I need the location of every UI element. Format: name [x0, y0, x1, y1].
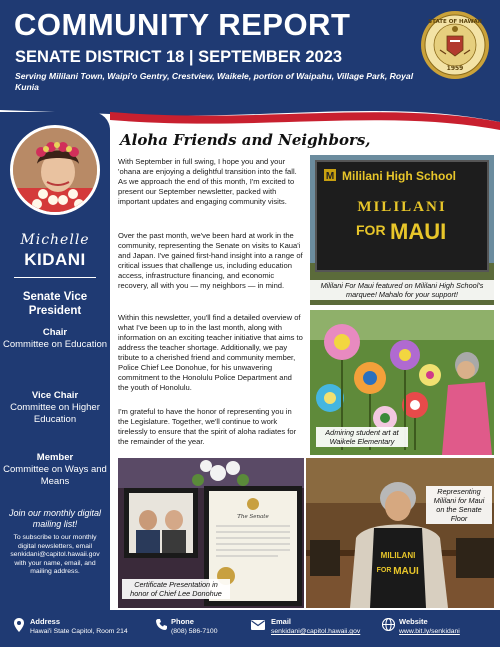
committee-title: Chair [42, 327, 68, 338]
certificate-caption: Certificate Presentation in honor of Chief Lee Donohue [122, 579, 230, 599]
footer-phone-label: Phone [171, 617, 194, 626]
footer-website-link[interactable]: www.bit.ly/senkidani [399, 628, 460, 635]
footer-address-value: Hawai'i State Capitol, Room 214 [30, 628, 128, 635]
committee-member [0, 452, 110, 488]
svg-text:STATE OF HAWAII: STATE OF HAWAII [428, 19, 482, 25]
committee-name: Committee on Education [2, 339, 108, 350]
shirt-line3: MAUI [393, 566, 419, 577]
body-paragraph: Over the past month, we've been hard at work in the community, representing the Senate on visits to Kaua'i and Japan. I've gained first-hand insight into a range of critical issues that challenge us, including education access, infrastructure financing, and economic recovery, all with you — my neighbors — in mind. [118, 231, 303, 290]
senate-floor-caption: Representing Mililani for Maui on the Senate Floor [426, 486, 492, 524]
committee-name: Committee on Ways and Means [3, 464, 107, 487]
state-seal-icon [420, 10, 490, 80]
committee-vice-chair [0, 390, 110, 426]
marquee-line1: Mililani High School [342, 169, 456, 183]
footer-email-label: Email [271, 617, 292, 626]
marquee-caption: Mililani For Maui featured on Mililani High School's marquee! Mahalo for your support! [310, 280, 494, 300]
body-paragraph: With September in full swing, I hope you and your 'ohana are enjoying a delightful transition into the fall. As we approach the end of this month, I'm excited to present our September newsletter, packed with important updates and engaging community visits. [118, 157, 297, 206]
senator-portrait [10, 125, 100, 215]
body-paragraph: I'm grateful to have the honor of representing you in the Legislature. Together, we'll continue to work tirelessly to ensure that the spirit of aloha radiates for the remainder of the year. [118, 407, 297, 446]
footer-website-label: Website [399, 617, 428, 626]
footer-email[interactable] [271, 617, 360, 635]
map-pin-icon [14, 618, 24, 632]
footer-website[interactable] [399, 617, 460, 635]
report-title: COMMUNITY REPORT [14, 7, 351, 42]
footer-email-link[interactable]: senkidani@capitol.hawaii.gov [271, 628, 361, 635]
committee-title: Vice Chair [31, 390, 79, 401]
committee-title: Member [36, 452, 74, 463]
footer-address-label: Address [30, 617, 61, 626]
svg-text:1959: 1959 [446, 65, 464, 72]
senator-role: Senate Vice President [22, 291, 88, 317]
senator-last-name: KIDANI [24, 250, 86, 269]
globe-icon [382, 618, 395, 631]
serving-areas: Serving Mililani Town, Waipi'o Gentry, Crestview, Waikele, portion of Waipahu, Village Park, Royal Kunia [15, 71, 414, 92]
committee-chair [0, 327, 110, 351]
shirt-line1: MILILANI [380, 551, 416, 560]
report-subtitle: SENATE DISTRICT 18 | SEPTEMBER 2023 [15, 48, 343, 66]
footer-address [30, 617, 128, 635]
marquee-line3: FOR [356, 222, 386, 238]
footer-phone [171, 617, 217, 635]
sidebar-divider [14, 277, 96, 278]
mailing-list-instructions: To subscribe to our monthly digital newsletters, email senkidani@capitol.hawaii.gov with your name, email, and mailing address. [10, 534, 100, 575]
svg-text:M: M [325, 171, 335, 182]
marquee-line2: MILILANI [357, 199, 447, 215]
greeting-heading: Aloha Friends and Neighbors, [120, 131, 371, 149]
phone-icon [156, 619, 167, 630]
senate-floor-photo [306, 458, 494, 608]
certificate-title: The Senate [237, 514, 269, 520]
committee-name: Committee on Higher Education [10, 402, 100, 425]
senator-first-name: Michelle [20, 232, 90, 248]
body-paragraph: Within this newsletter, you'll find a detailed overview of what I've been up to in the last month, along with information on an exciting teacher initiative that aims to address the teacher shortage. Additionally, we pay tribute to a cherished friend and community member, Police Chief Lee Donohue, for his unwavering commitment to the Honolulu Police Department and the youth of Honolulu. [118, 313, 303, 392]
footer-phone-value: (808) 586-7100 [171, 628, 218, 635]
mailing-list-heading: Join our monthly digital mailing list! [8, 508, 102, 529]
marquee-line4: MAUI [390, 219, 447, 244]
shirt-line2: FOR [376, 567, 392, 574]
student-art-caption: Admiring student art at Waikele Elementary [316, 427, 408, 447]
email-icon [251, 620, 265, 630]
